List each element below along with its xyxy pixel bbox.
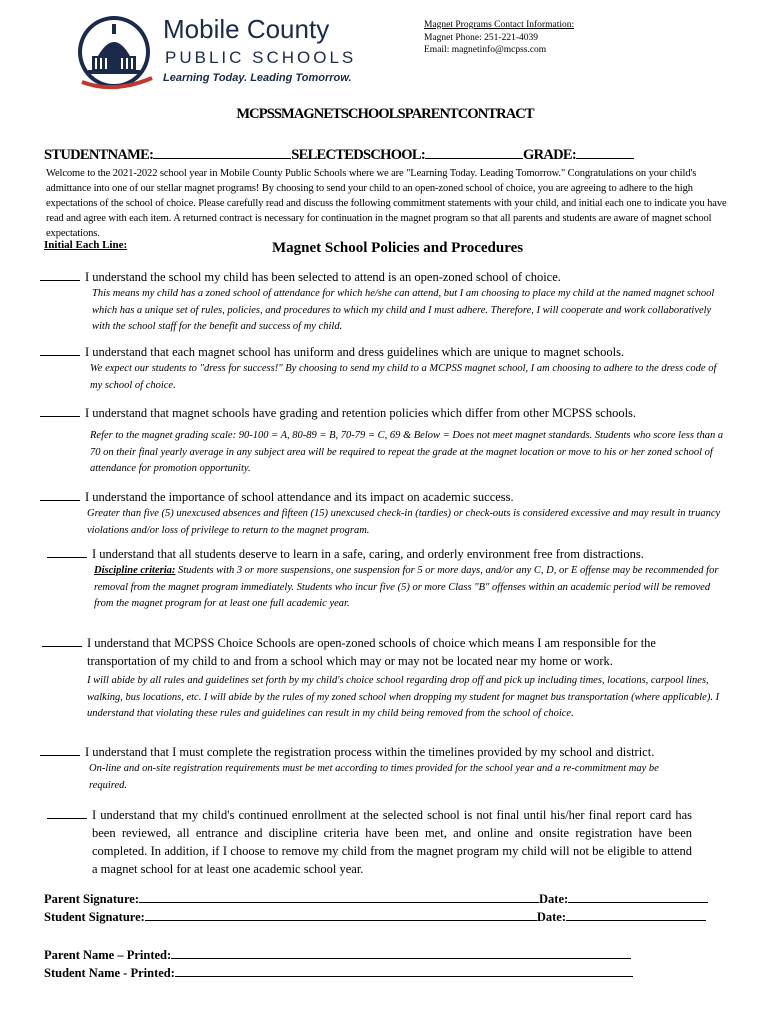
policy-detail: On-line and on-site registration requirements must be met according to times provided for the school year and a re-commitment may be required. bbox=[89, 763, 659, 791]
policy-item bbox=[40, 743, 730, 794]
student-name-printed-label: Student Name - Printed: bbox=[44, 966, 175, 980]
grade-label: GRADE: bbox=[522, 147, 576, 163]
parent-date-field[interactable] bbox=[568, 890, 708, 903]
student-signature-field[interactable] bbox=[145, 908, 537, 921]
student-info-line bbox=[44, 146, 634, 164]
student-name-field[interactable] bbox=[153, 146, 291, 159]
policy-statement: I understand that each magnet school has uniform and dress guidelines which are unique to magnet schools. bbox=[85, 345, 625, 359]
selected-school-field[interactable] bbox=[425, 146, 523, 159]
capitol-dome-icon bbox=[74, 12, 160, 90]
policy-item bbox=[40, 268, 730, 336]
logo-tagline: Learning Today. Leading Tomorrow. bbox=[163, 72, 352, 84]
contact-heading: Magnet Programs Contact Information: bbox=[424, 20, 575, 30]
grade-field[interactable] bbox=[576, 146, 634, 159]
initial-label: Initial Each Line: bbox=[44, 239, 128, 251]
policy-item bbox=[40, 404, 730, 478]
student-name-label: STUDENTNAME: bbox=[44, 147, 154, 163]
policy-detail: This means my child has a zoned school of attendance for which he/she can attend, but I am choosing to place my child at the named magnet school which has a unique set of rules, policies, and procedures to which my child and I must adhere. Therefore, I will cooperate and work collaboratively with the school staff for the benefit and success of my child. bbox=[92, 288, 715, 332]
signature-block bbox=[44, 890, 708, 982]
parent-name-field[interactable] bbox=[171, 946, 631, 959]
initial-field[interactable] bbox=[42, 636, 82, 647]
policies-heading: Magnet School Policies and Procedures bbox=[272, 240, 524, 256]
policy-detail: We expect our students to "dress for success!" By choosing to send my child to a MCPSS magnet school, I am choosing to adhere to the dress code of my school of choice. bbox=[90, 363, 717, 391]
logo-subtitle: PUBLIC SCHOOLS bbox=[165, 48, 357, 67]
logo-name: Mobile County bbox=[163, 14, 330, 44]
initial-field[interactable] bbox=[40, 406, 80, 417]
policy-item bbox=[40, 634, 730, 723]
policy-statement: I understand the importance of school attendance and its impact on academic success. bbox=[85, 490, 514, 504]
page-title: MCPSSMAGNETSCHOOLSPARENTCONTRACT bbox=[236, 106, 534, 122]
initial-field[interactable] bbox=[40, 490, 80, 501]
policy-statement: I understand the school my child has been selected to attend is an open-zoned school of choice. bbox=[85, 270, 561, 284]
policy-statement: I understand that MCPSS Choice Schools are open-zoned schools of choice which means I am responsible for the transportation of my child to and from a school which may or may not be located near my home or work. bbox=[87, 636, 656, 668]
initial-field[interactable] bbox=[40, 745, 80, 756]
policy-statement: I understand that magnet schools have grading and retention policies which differ from other MCPSS schools. bbox=[85, 406, 637, 420]
policy-detail: Greater than five (5) unexcused absences and fifteen (15) unexcused check-in (tardies) or check-outs is considered excessive and may result in truancy violations and/or loss of privilege to return to the magnet program. bbox=[87, 508, 721, 536]
initial-field[interactable] bbox=[40, 270, 80, 281]
selected-school-label: SELECTEDSCHOOL: bbox=[291, 147, 425, 163]
student-signature-label: Student Signature: bbox=[44, 910, 145, 924]
parent-signature-field[interactable] bbox=[139, 890, 539, 903]
initial-field[interactable] bbox=[47, 547, 87, 558]
parent-signature-label: Parent Signature: bbox=[44, 892, 140, 906]
policy-statement: I understand that I must complete the registration process within the timelines provided by my school and district. bbox=[85, 745, 655, 759]
student-name-printed-field[interactable] bbox=[175, 964, 633, 977]
date-label: Date: bbox=[536, 910, 566, 924]
initial-field[interactable] bbox=[40, 345, 80, 356]
date-label: Date: bbox=[539, 892, 569, 906]
policy-detail: I will abide by all rules and guidelines set forth by my child's choice school regarding drop off and pick up including times, locations, carpool lines, walking, bus locations, etc. I will abide by the rules of my zoned school when dropping my student for magnet bus transportation (where applicable). I understand that violating these rules and guidelines can result in my child being removed from the school of choice. bbox=[87, 675, 720, 719]
policy-item bbox=[40, 488, 730, 539]
contact-phone: Magnet Phone: 251-221-4039 bbox=[424, 32, 538, 43]
district-logo bbox=[74, 12, 374, 90]
discipline-criteria-label: Discipline criteria: bbox=[94, 565, 176, 576]
student-date-field[interactable] bbox=[566, 908, 706, 921]
policy-detail: Students with 3 or more suspensions, one suspension for 5 or more days, and/or any C, D, or E offense may be recommended for removal from the magnet program immediately. Students who incur five (5) or more Class "B" offenses within an academic period will be removed from the magnet program for at least one full academic year. bbox=[94, 565, 719, 609]
policy-item bbox=[40, 343, 730, 394]
policy-statement: I understand that all students deserve to learn in a safe, caring, and orderly environment free from distractions. bbox=[92, 547, 644, 561]
policy-detail: Refer to the magnet grading scale: 90-100 = A, 80-89 = B, 70-79 = C, 69 & Below = Does not meet magnet standards. Students who score less than a 70 on their final yearly average in any subject area will be required to repeat the grade at the magnet location or move to his or her zoned school of attendance for promotion opportunity. bbox=[90, 430, 724, 474]
initial-field[interactable] bbox=[47, 808, 87, 819]
contact-email: Email: magnetinfo@mcpss.com bbox=[424, 45, 547, 55]
policy-item bbox=[40, 806, 730, 878]
parent-name-label: Parent Name – Printed: bbox=[44, 948, 172, 962]
contact-info bbox=[424, 19, 574, 57]
policy-item bbox=[40, 545, 730, 613]
intro-paragraph: Welcome to the 2021-2022 school year in Mobile County Public Schools where we are "Learning Today. Leading Tomorrow." Congratulations on your child's admittance into one of our stellar magnet programs! By choosing to send your child to an open-zoned school of choice, you are agreeing to adhere to the high expectations of the school of choice. Please carefully read and discuss the following commitment statements with your child, and initial each one to indicate you have read and agree with each item. A returned contract is necessary for continuation in the magnet program so that all parents and students are aware of magnet school expectations. bbox=[46, 168, 727, 239]
policy-statement: I understand that my child's continued enrollment at the selected school is not final until his/her final report card has been reviewed, all entrance and discipline criteria have been met, and online and onsite registration have been completed. In addition, if I choose to remove my child from the magnet program my child will not be eligible to attend a magnet school for at least one academic school year. bbox=[92, 808, 692, 876]
